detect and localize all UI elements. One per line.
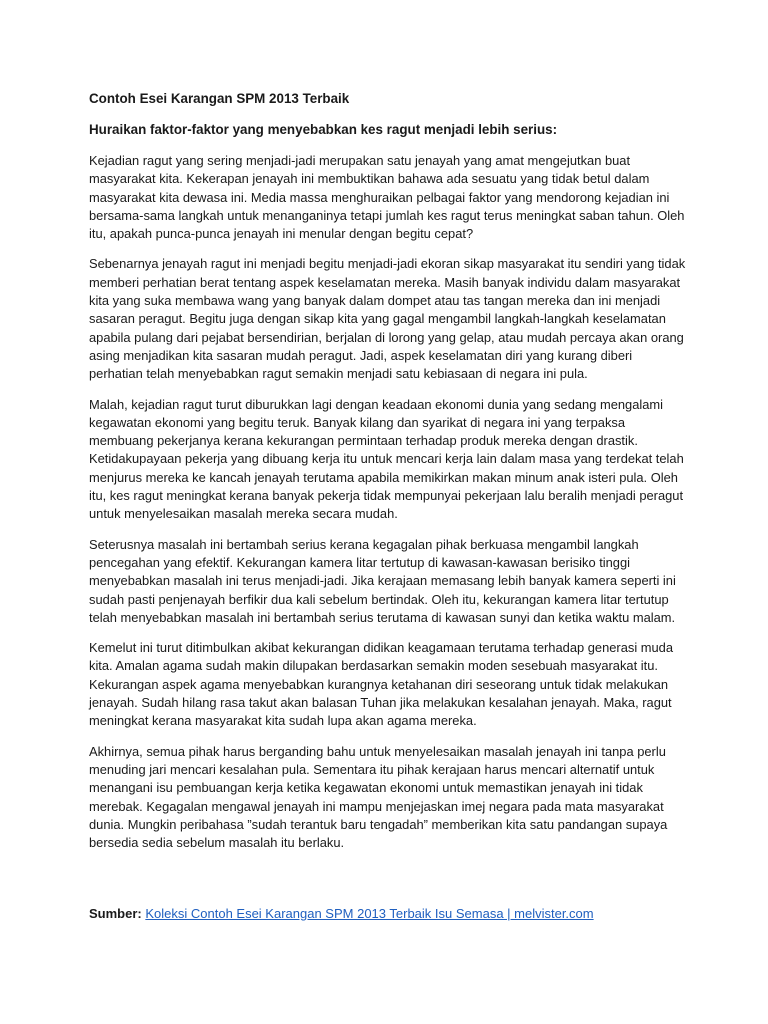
source-link[interactable]: Koleksi Contoh Esei Karangan SPM 2013 Terbaik Isu Semasa | melvister.com <box>145 906 594 921</box>
document-title: Contoh Esei Karangan SPM 2013 Terbaik <box>89 91 350 106</box>
paragraph-5: Kemelut ini turut ditimbulkan akibat kekurangan didikan keagamaan terutama terhadap generasi muda kita. Amalan agama sudah makin dilupakan berdasarkan semakin moden sesebuah masyarakat itu. Kekurangan aspek agama menyebabkan kurangnya ketahanan diri seseorang untuk tidak melakukan jenayah. Sudah hilang rasa takut akan balasan Tuhan jika melakukan kesalahan jenayah. Maka, ragut meningkat kerana masyarakat kita sudah lupa akan agama mereka. <box>89 640 674 729</box>
paragraph-6: Akhirnya, semua pihak harus berganding bahu untuk menyelesaikan masalah jenayah ini tanpa perlu menuding jari mencari kesalahan pula. Sementara itu pihak kerajaan harus mencari alternatif untuk menangani isu pembuangan kerja ketika kegawatan ekonomi untuk memastikan jenayah ini tidak merebak. Kegagalan mengawal jenayah ini mampu menjejaskan imej negara pada mata masyarakat dunia. Mungkin peribahasa ”sudah terantuk baru tengadah” memberikan kita satu pandangan supaya bersedia sedia sebelum masalah itu berlaku. <box>89 743 668 851</box>
document-body <box>89 90 689 864</box>
paragraph-2: Sebenarnya jenayah ragut ini menjadi begitu menjadi-jadi ekoran sikap masyarakat itu sendiri yang tidak memberi perhatian berat tentang aspek keselamatan mereka. Masih banyak individu dalam masyarakat kita yang suka membawa wang yang banyak dalam dompet atau tas tangan mereka dan ini menjadi sasaran peragut. Begitu juga dengan sikap kita yang gagal mengambil langkah-langkah keselamatan apabila pulang dari pejabat bersendirian, berjalan di lorong yang gelap, atau mudah percaya akan orang asing menjadikan kita sasaran mudah peragut. Jadi, aspek keselamatan diri yang kurang diberi perhatian telah menyebabkan ragut semakin menjadi satu kebiasaan di negara ini pula. <box>89 256 686 382</box>
paragraph-3: Malah, kejadian ragut turut diburukkan lagi dengan keadaan ekonomi dunia yang sedang mengalami kegawatan ekonomi yang begitu teruk. Banyak kilang dan syarikat di negara ini yang terpaksa membuang pekerjanya kerana kekurangan permintaan terhadap produk mereka dengan drastik. Ketidakupayaan pekerja yang dibuang kerja itu untuk mencari kerja lain dalam masa yang terdekat telah menjurus mereka ke kancah jenayah terutama apabila memikirkan makan minum anak isteri pula. Oleh itu, kes ragut meningkat kerana banyak pekerja tidak mempunyai pekerjaan lalu beralih menjadi peragut untuk menyelesaikan masalah mereka secara mudah. <box>89 396 684 522</box>
source-label: Sumber: <box>89 906 142 921</box>
paragraph-1: Kejadian ragut yang sering menjadi-jadi merupakan satu jenayah yang amat mengejutkan buat masyarakat kita. Kekerapan jenayah ini membuktikan bahawa ada sesuatu yang tidak betul dalam masyarakat kita dewasa ini. Media massa menghuraikan pelbagai faktor yang mendorong kejadian ini bersama-sama langkah untuk menanganinya tetapi jumlah kes ragut terus meningkat saban tahun. Oleh itu, apakah punca-punca jenayah ini menular dengan begitu cepat? <box>89 153 685 242</box>
source-line <box>89 905 594 923</box>
essay-question: Huraikan faktor-faktor yang menyebabkan kes ragut menjadi lebih serius: <box>89 122 558 137</box>
paragraph-4: Seterusnya masalah ini bertambah serius kerana kegagalan pihak berkuasa mengambil langkah pencegahan yang efektif. Kekurangan kamera litar tertutup di kawasan-kawasan berisiko tinggi menyebabkan masalah ini terus menjadi-jadi. Jika kerajaan memasang lebih banyak kamera seperti ini sudah pasti penjenayah berfikir dua kali sebelum bertindak. Oleh itu, kekurangan kamera litar tertutup telah menyebabkan masalah ini bertambah serius terutama di kawasan sunyi dan ketika waktu malam. <box>89 536 676 625</box>
